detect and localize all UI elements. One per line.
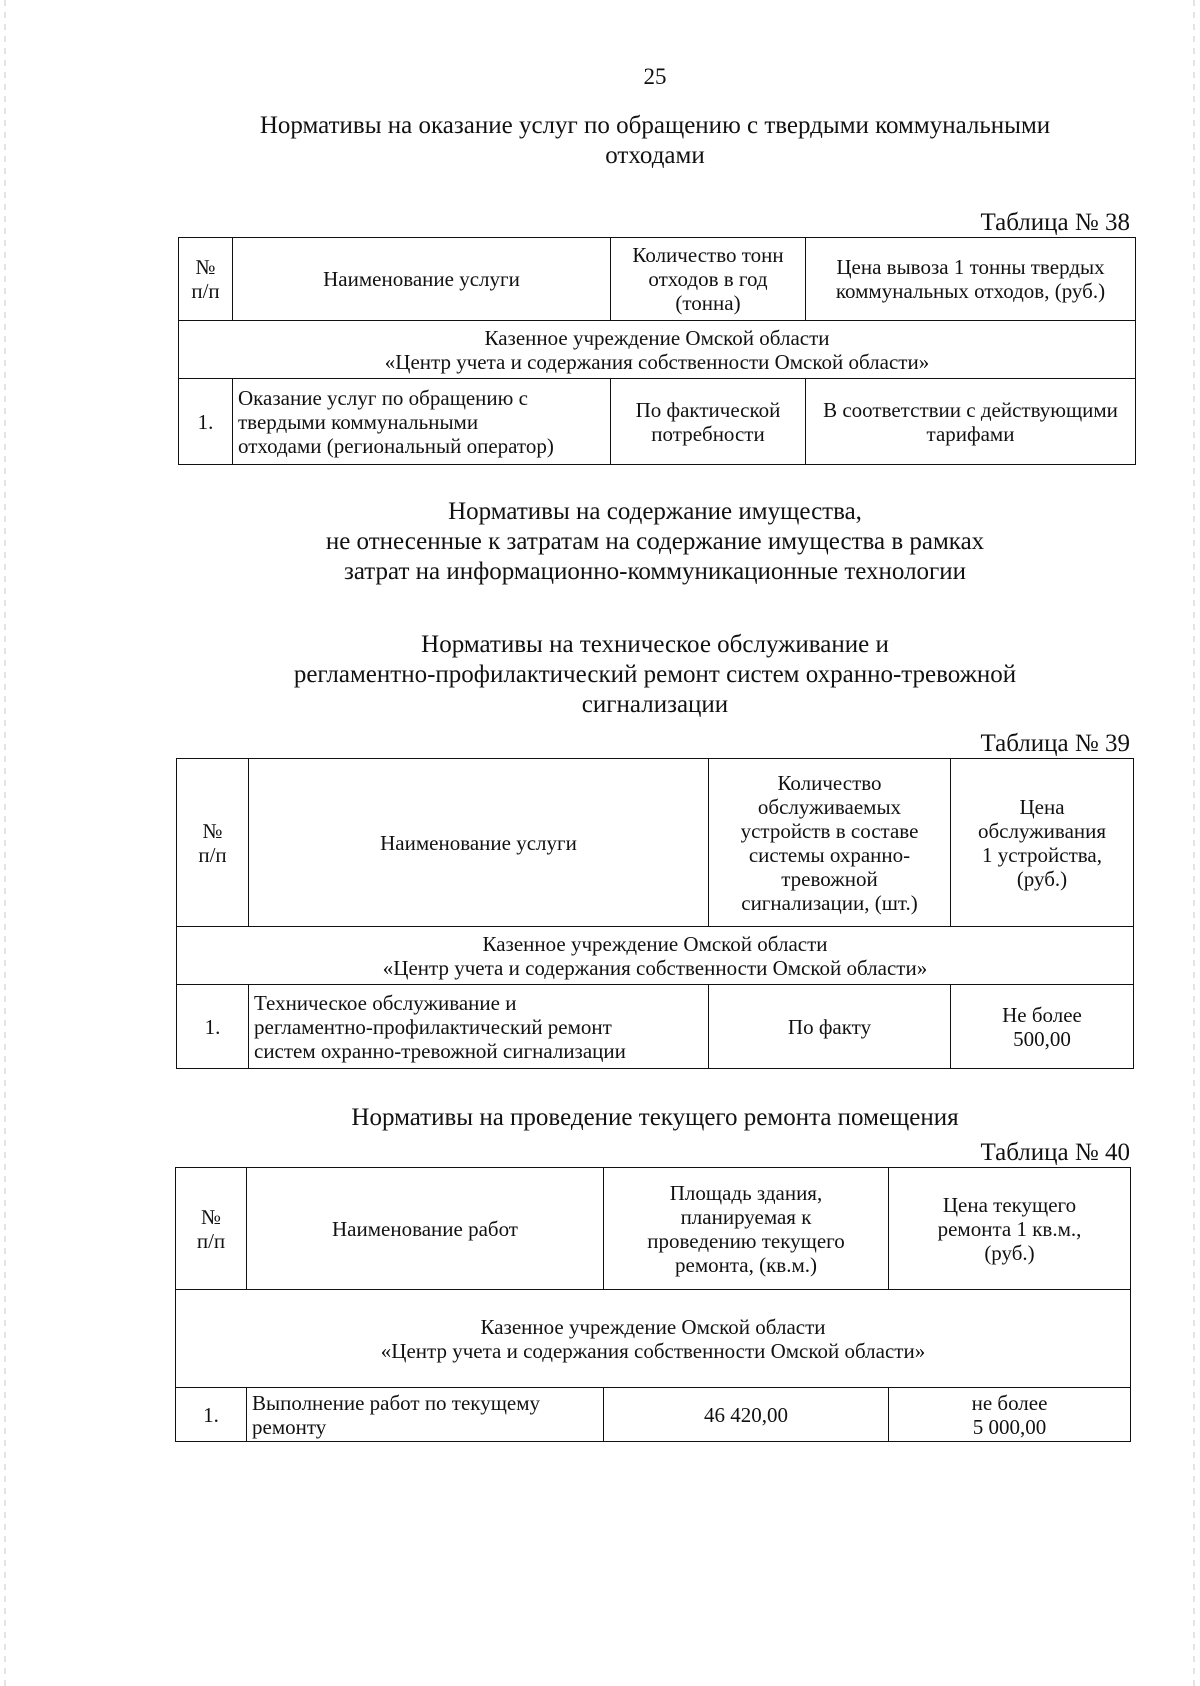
org-line: «Центр учета и содержания собственности Омской области»	[380, 1338, 926, 1363]
row-price	[951, 985, 1134, 1069]
table-row	[179, 379, 1136, 465]
heading-alarm-maintenance	[175, 630, 1135, 720]
row-name-line: Техническое обслуживание и	[254, 990, 517, 1015]
row-area-line: 46 420,00	[704, 1402, 788, 1427]
row-name-line: отходами (региональный оператор)	[238, 433, 554, 458]
header-num-line: п/п	[196, 1228, 226, 1253]
header-price-line: (руб.)	[1016, 866, 1068, 891]
header-price-line: ремонта 1 кв.м.,	[937, 1216, 1082, 1241]
heading-line: регламентно-профилактический ремонт систем охранно-тревожной	[293, 661, 1017, 688]
header-num-line: п/п	[198, 842, 227, 867]
heading-line: Нормативы на техническое обслуживание и	[421, 631, 889, 658]
heading-line: затрат на информационно-коммуникационные технологии	[343, 558, 967, 585]
heading-line: Нормативы на проведение текущего ремонта помещения	[351, 1104, 959, 1131]
header-num	[176, 1168, 247, 1290]
table-39-label: Таблица № 39	[980, 730, 1130, 757]
heading-line: отходами	[605, 142, 705, 169]
org-line: Казенное учреждение Омской области	[484, 325, 830, 350]
header-price-line: Цена текущего	[942, 1192, 1077, 1217]
header-price	[951, 759, 1134, 927]
header-qty-line: обслуживаемых	[757, 794, 902, 819]
row-price-line: Не более	[1002, 1002, 1082, 1027]
header-num	[177, 759, 249, 927]
header-price-line: коммунальных отходов, (руб.)	[835, 279, 1106, 303]
table-38-label: Таблица № 38	[980, 209, 1130, 236]
table-row	[176, 1388, 1131, 1442]
table-40-label: Таблица № 40	[980, 1139, 1130, 1166]
header-area-line: ремонта, (кв.м.)	[675, 1252, 817, 1277]
row-name-line: Выполнение работ по текущему	[252, 1390, 540, 1415]
header-price-line: Цена вывоза 1 тонны твердых	[836, 255, 1105, 279]
table-row	[177, 985, 1134, 1069]
row-service-name	[233, 379, 611, 465]
header-qty-line: сигнализации, (шт.)	[741, 890, 918, 915]
header-area	[604, 1168, 889, 1290]
row-price-line: тарифами	[926, 421, 1015, 446]
org-line: Казенное учреждение Омской области	[482, 931, 828, 956]
header-num-line: №	[202, 818, 223, 843]
row-service-name	[249, 985, 709, 1069]
row-price-line: В соответствии с действующими	[823, 397, 1118, 422]
row-num: 1.	[177, 985, 249, 1069]
page-number: 25	[643, 64, 667, 89]
org-line: «Центр учета и содержания собственности Омской области»	[382, 955, 928, 980]
header-qty-line: Количество	[777, 770, 882, 795]
header-service-name: Наименование услуги	[233, 238, 611, 321]
row-price-line: 500,00	[1013, 1026, 1071, 1051]
header-price-line: обслуживания	[977, 818, 1107, 843]
header-quantity	[611, 238, 806, 321]
heading-line: не отнесенные к затратам на содержание имущества в рамках	[325, 528, 985, 555]
heading-line: Нормативы на оказание услуг по обращению с твердыми коммунальными	[259, 112, 1051, 139]
header-work-name: Наименование работ	[247, 1168, 604, 1290]
header-qty-line: отходов в год	[648, 267, 768, 291]
header-qty-line: Количество тонн	[632, 243, 784, 267]
heading-waste-services	[175, 111, 1135, 171]
row-qty-line: По фактической	[635, 397, 781, 422]
row-price-line: 5 000,00	[972, 1414, 1047, 1439]
row-quantity	[611, 379, 806, 465]
table-39	[176, 758, 1134, 1069]
row-qty-line: По факту	[787, 1014, 872, 1039]
row-num: 1.	[179, 379, 233, 465]
org-line: Казенное учреждение Омской области	[480, 1314, 826, 1339]
header-num-line: №	[195, 255, 216, 279]
header-num-line: п/п	[191, 279, 220, 303]
header-qty-line: системы охранно-	[748, 842, 911, 867]
row-num: 1.	[176, 1388, 247, 1442]
row-name-line: твердыми коммунальными	[238, 409, 479, 434]
table-org-row	[177, 927, 1134, 985]
row-name-line: ремонту	[252, 1414, 327, 1439]
header-num	[179, 238, 233, 321]
table-org-row	[179, 321, 1136, 379]
table-header-row	[176, 1168, 1131, 1290]
header-price-line: Цена	[1019, 794, 1065, 819]
org-line: «Центр учета и содержания собственности Омской области»	[384, 349, 930, 374]
header-qty-line: (тонна)	[675, 291, 741, 315]
scan-edge-left	[4, 0, 6, 1686]
heading-current-repair	[175, 1103, 1135, 1133]
table-header-row	[179, 238, 1136, 321]
row-quantity	[709, 985, 951, 1069]
organization-cell	[176, 1290, 1131, 1388]
header-price	[806, 238, 1136, 321]
row-area	[604, 1388, 889, 1442]
table-org-row	[176, 1290, 1131, 1388]
header-service-name: Наименование услуги	[249, 759, 709, 927]
row-price	[806, 379, 1136, 465]
table-header-row	[177, 759, 1134, 927]
table-40	[175, 1167, 1131, 1442]
heading-property-maintenance	[175, 497, 1135, 587]
row-price-line: не более	[971, 1390, 1048, 1415]
row-price	[889, 1388, 1131, 1442]
scan-edge-right	[1193, 0, 1195, 1686]
row-name-line: систем охранно-тревожной сигнализации	[254, 1038, 626, 1063]
header-price-line: (руб.)	[984, 1240, 1035, 1265]
header-qty-line: тревожной	[781, 866, 878, 891]
header-area-line: Площадь здания,	[669, 1180, 823, 1205]
header-area-line: планируемая к	[680, 1204, 812, 1229]
table-38	[178, 237, 1136, 465]
organization-cell	[177, 927, 1134, 985]
row-name-line: регламентно-профилактический ремонт	[254, 1014, 612, 1039]
heading-line: сигнализации	[581, 691, 729, 718]
row-qty-line: потребности	[651, 421, 765, 446]
heading-line: Нормативы на содержание имущества,	[448, 498, 862, 525]
row-work-name	[247, 1388, 604, 1442]
header-area-line: проведению текущего	[647, 1228, 845, 1253]
row-name-line: Оказание услуг по обращению с	[238, 385, 528, 410]
header-price	[889, 1168, 1131, 1290]
header-quantity	[709, 759, 951, 927]
header-qty-line: устройств в составе	[740, 818, 919, 843]
header-num-line: №	[200, 1204, 222, 1229]
organization-cell	[179, 321, 1136, 379]
header-price-line: 1 устройства,	[982, 842, 1102, 867]
